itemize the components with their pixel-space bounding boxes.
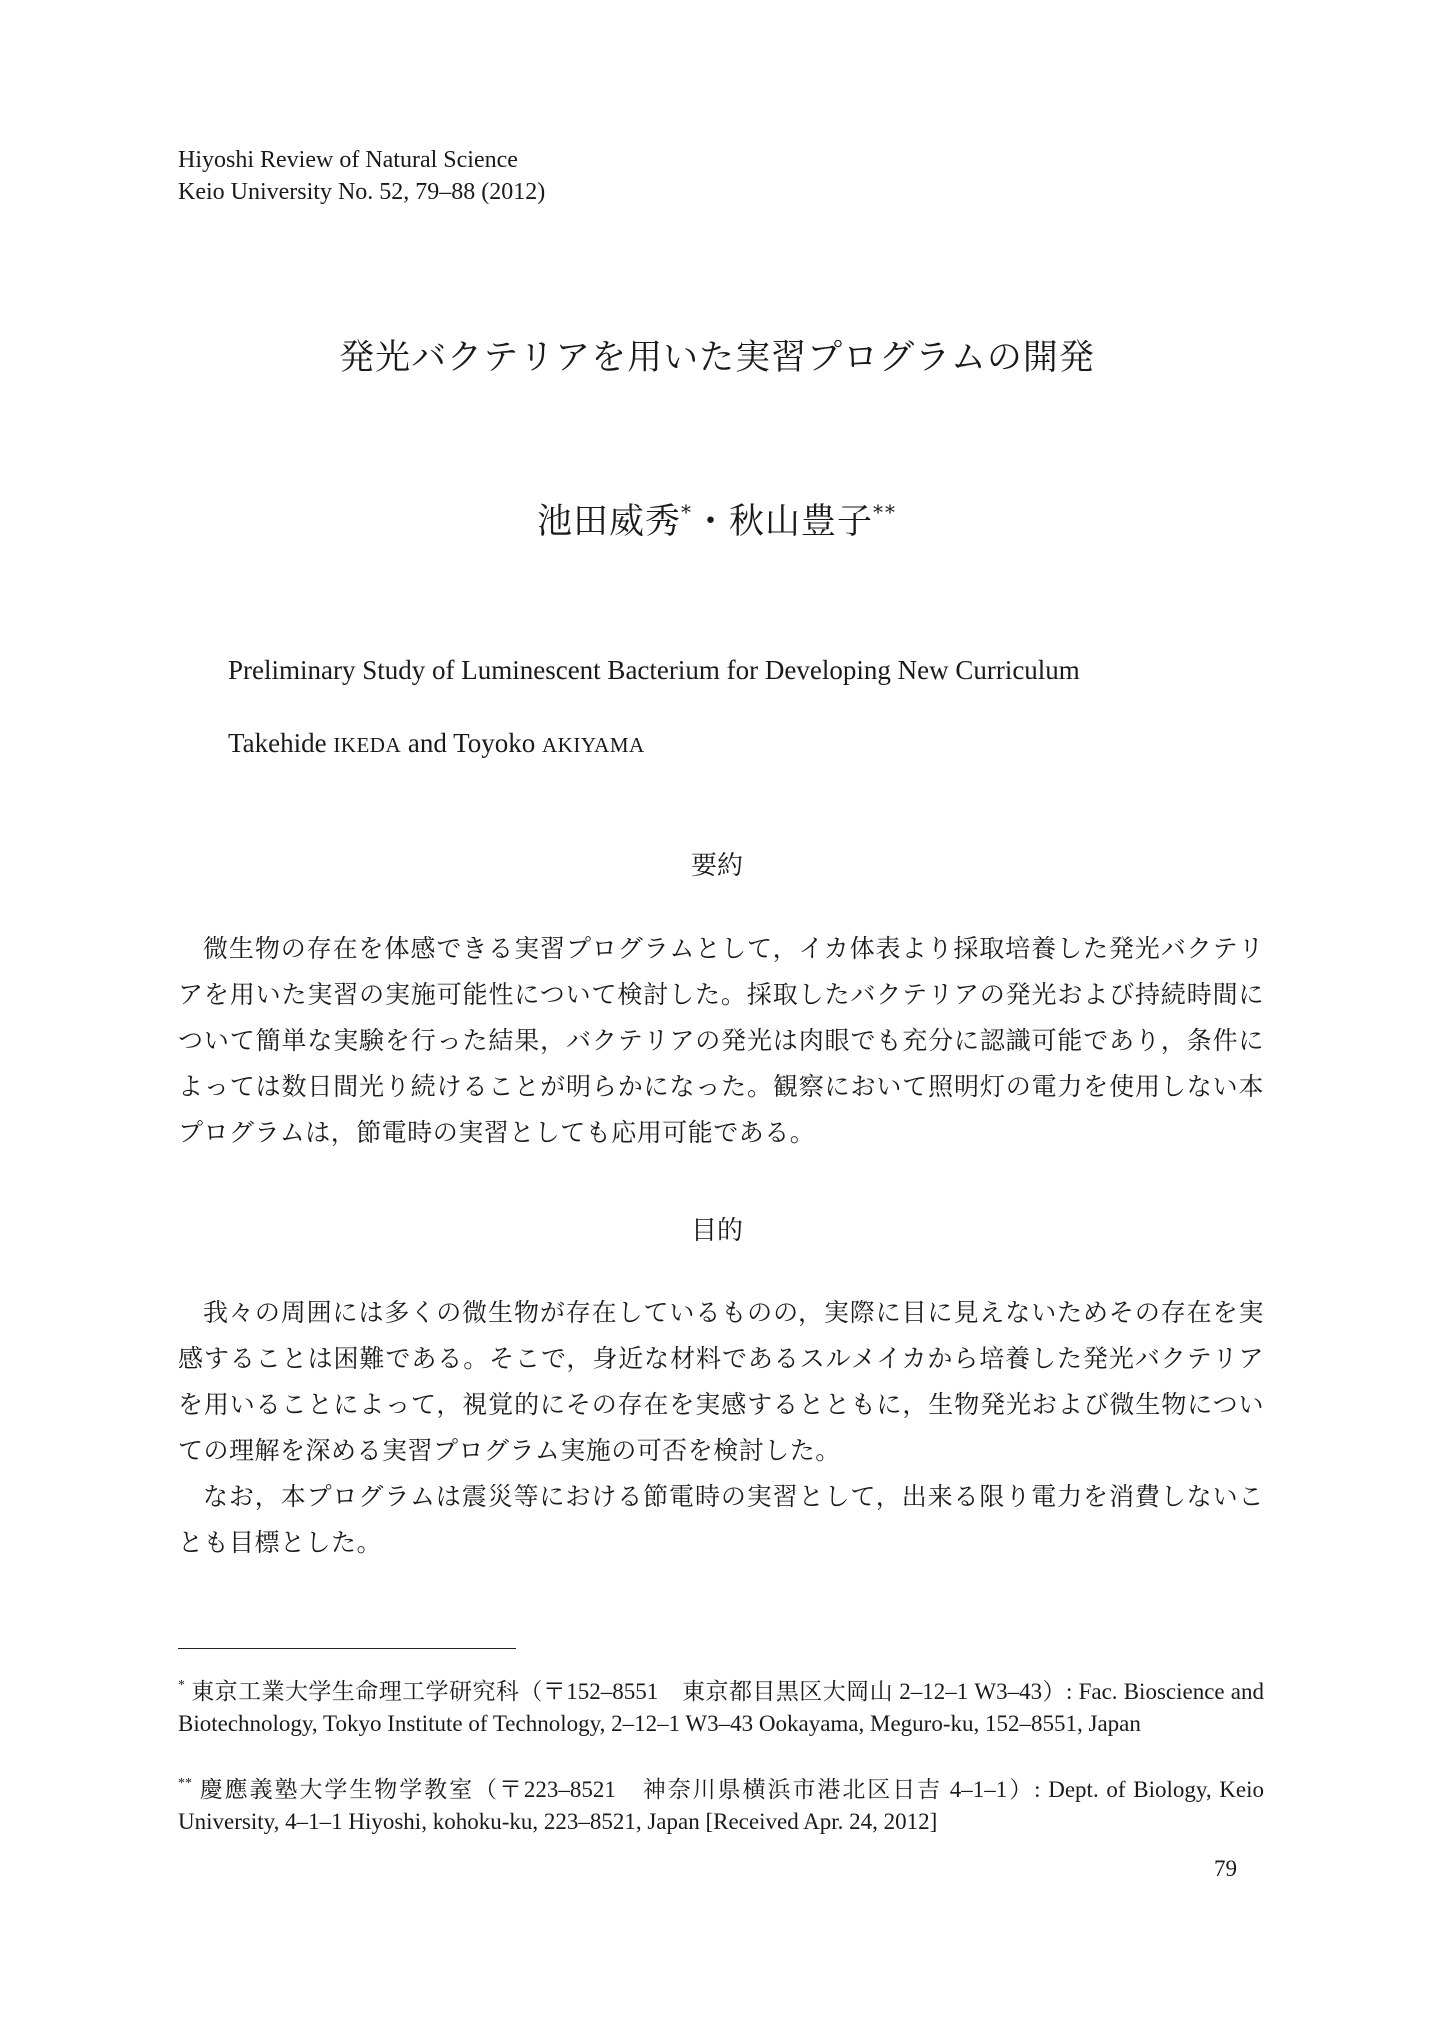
journal-info [178, 144, 545, 208]
footnote-2 [178, 1768, 1264, 1838]
page-number: 79 [1214, 1856, 1237, 1881]
author-separator: ・ [692, 502, 729, 542]
author2-last-en: AKIYAMA [542, 733, 645, 757]
abstract-body [178, 926, 1264, 1156]
footnote-1-mark: * [178, 1678, 185, 1693]
footnote-divider [178, 1648, 516, 1649]
author1-last-en: IKEDA [333, 733, 402, 757]
footnote-2-mark: ** [178, 1776, 192, 1791]
author1-first-en: Takehide [228, 728, 334, 758]
abstract-heading: 要約 [690, 851, 743, 881]
author2-affiliation-mark: ** [873, 500, 898, 524]
footnote-1 [178, 1670, 1264, 1740]
authors-ja [0, 494, 1434, 544]
author1-name: 池田威秀 [536, 502, 681, 542]
purpose-paragraph-2: なお，本プログラムは震災等における節電時の実習として，出来る限り電力を消費しないことも目標とした。 [178, 1482, 1264, 1557]
authors-en [228, 728, 645, 759]
purpose-paragraph-1: 我々の周囲には多くの微生物が存在しているものの，実際に目に見えないためその存在を実感することは困難である。そこで，身近な材料であるスルメイカから培養した発光バクテリアを用いることによって，視覚的にその存在を実感するとともに，生物発光および微生物についての理解を深める実習プログラム実施の可否を検討した。 [178, 1298, 1264, 1465]
author1-affiliation-mark: * [680, 500, 693, 524]
purpose-heading: 目的 [690, 1216, 743, 1246]
author2-first-en: Toyoko [453, 728, 542, 758]
paper-title-en: Preliminary Study of Luminescent Bacterium for Developing New Curriculum [228, 655, 1080, 685]
purpose-body [178, 1290, 1264, 1566]
footnote-1-text: 東京工業大学生命理工学研究科（〒152–8551 東京都目黒区大岡山 2–12–1 W3–43）: Fac. Bioscience and Biotechnology, Tokyo Institute of Technology, 2–12–1 W3–43 Ookayama, Meguro-ku, 152–8551, Japan [178, 1679, 1265, 1736]
author2-name: 秋山豊子 [729, 502, 874, 542]
footnote-2-text: 慶應義塾大学生物学教室（〒223–8521 神奈川県横浜市港北区日吉 4–1–1）: Dept. of Biology, Keio University, 4–1–1 Hiyoshi, kohoku-ku, 223–8521, Japan [Received Apr. 24, 2012] [178, 1777, 1265, 1834]
paper-title-ja: 発光バクテリアを用いた実習プログラムの開発 [339, 338, 1095, 378]
journal-issue: Keio University No. 52, 79–88 (2012) [178, 179, 546, 205]
abstract-paragraph: 微生物の存在を体感できる実習プログラムとして，イカ体表より採取培養した発光バクテリアを用いた実習の実施可能性について検討した。採取したバクテリアの発光および持続時間について簡単な実験を行った結果，バクテリアの発光は肉眼でも充分に認識可能であり，条件によっては数日間光り続けることが明らかになった。観察において照明灯の電力を使用しない本プログラムは，節電時の実習としても応用可能である。 [178, 934, 1264, 1147]
journal-name: Hiyoshi Review of Natural Science [178, 147, 518, 173]
authors-and: and [401, 728, 454, 758]
